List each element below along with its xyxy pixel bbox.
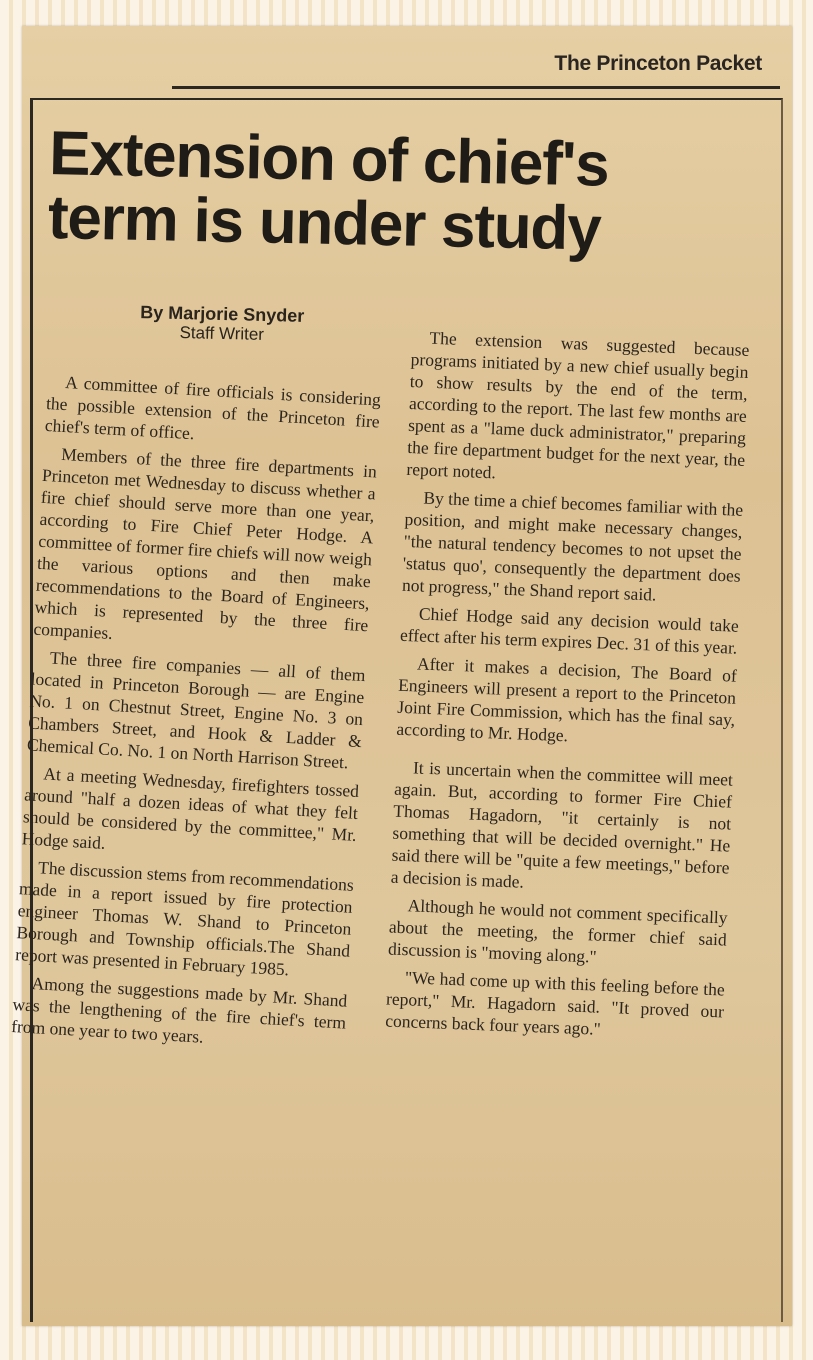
newspaper-clipping bbox=[10, 26, 792, 1326]
byline-author: By Marjorie Snyder bbox=[139, 302, 305, 326]
paragraph: A committee of fire officials is considering the possible extension of the Princeton fire chief's term of office. bbox=[44, 372, 382, 444]
paragraph: The three fire companies — all of them located in Princeton Borough — are Engine No. 1 on Chestnut Street, Engine No. 3 on Chambers Street, and Hook & Ladder & Chemical Co. No. 1 on North Harrison Street. bbox=[26, 647, 367, 773]
headline-line-2: term is under study bbox=[47, 182, 602, 264]
masthead-rule bbox=[172, 86, 780, 89]
headline-line-1: Extension of chief's bbox=[48, 119, 610, 200]
byline-role: Staff Writer bbox=[179, 323, 265, 344]
paragraph: "We had come up with this feeling before the report," Mr. Hagadorn said. "It proved our concerns back four years ago." bbox=[384, 967, 726, 1039]
paragraph: It is uncertain when the committee will meet again. But, according to former Fire Chief Thomas Hagadorn, "it certainly is not something that will be decided overnight." He said there will be "quite a few meetings," before a decision is made. bbox=[390, 757, 734, 892]
paragraph: The extension was suggested because programs initiated by a new chief usually begin to show results by the end of the term, according to the report. The last few months are spent as a "lame duck administrator," preparing the fire department budget for the next year, the report noted. bbox=[406, 327, 750, 483]
paragraph: Members of the three fire departments in Princeton met Wednesday to discuss whether a fire chief should serve more than one year, according to Fire Chief Peter Hodge. A committee of former fire chiefs will now weigh the various options and then make recommendations to the Board of Engineers, which is represented by the three fire companies. bbox=[32, 443, 378, 644]
paragraph: The discussion stems from recommendations made in a report issued by fire protection engineer Thomas W. Shand to Princeton Borough and Township officials.The Shand report was presented in February 1985. bbox=[14, 857, 355, 980]
paragraph: By the time a chief becomes familiar with the position, and might make necessary changes, "the natural tendency becomes to not upset the 'status quo', consequently the department does not progress," the Shand report said. bbox=[401, 487, 744, 605]
paragraph: After it makes a decision, The Board of Engineers will present a report to the Princeton Joint Fire Commission, which has the final say, according to Mr. Hodge. bbox=[396, 653, 738, 746]
headline bbox=[47, 119, 770, 265]
paragraph: Chief Hodge said any decision would take effect after his term expires Dec. 31 of this year. bbox=[399, 603, 740, 658]
article-column-left bbox=[10, 370, 381, 1062]
article-column-right bbox=[385, 326, 750, 1050]
publication-name: The Princeton Packet bbox=[554, 52, 762, 75]
paragraph: At a meeting Wednesday, firefighters tossed around "half a dozen ideas of what they felt should be considered by the committee," Mr. Hodge said. bbox=[21, 763, 360, 853]
paragraph: Although he would not comment specifically about the meeting, the former chief said discussion is "moving along." bbox=[387, 895, 728, 967]
byline bbox=[112, 302, 333, 347]
paragraph: Among the suggestions made by Mr. Shand was the lengthening of the fire chief's term from one year to two years. bbox=[10, 973, 348, 1047]
